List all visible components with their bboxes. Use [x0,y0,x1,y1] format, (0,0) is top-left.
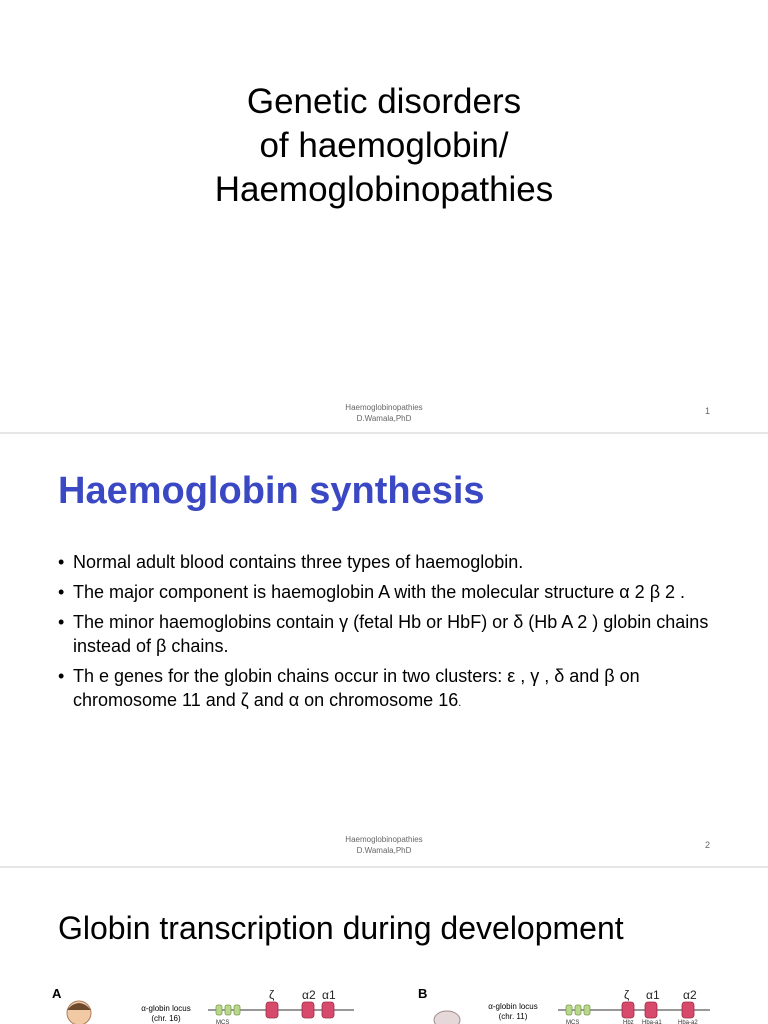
panel-b-locus-label: α-globin locus (chr. 11) [488,1002,538,1021]
footer-topic: Haemoglobinopathies [345,403,423,412]
alpha1-label: α1 [322,988,336,1002]
slide-1-footer [0,402,768,424]
panel-a-letter: A [52,986,62,1001]
gene-label-hbz: Hbz [623,1020,634,1024]
bullet-list [58,550,718,721]
slide-1 [0,0,768,432]
slide-3 [0,868,768,1024]
footer-author: D.Wamala,PhD [356,414,412,423]
alpha2-label: α2 [302,988,316,1002]
bullet-item: • Normal adult blood contains three types of haemoglobin. [58,550,718,574]
slide-2-title: Haemoglobin synthesis [58,470,485,512]
panel-a-locus-label: α-globin locus (chr. 16) [141,1004,191,1023]
mouse-illustration-b [432,1008,462,1024]
page-number: 1 [704,406,710,416]
slide-2 [0,434,768,866]
alpha2-label: α2 [683,988,697,1002]
bullet-item: • Th e genes for the globin chains occur in two clusters: ε , γ , δ and β on chromosome 11 and ζ and α on chromosome 16. [58,664,718,715]
slide-1-title [0,80,768,212]
gene-label-mcs: MCS [216,1020,230,1024]
title-line-2: of haemoglobin/ [259,126,509,165]
footer-author: D.Wamala,PhD [356,846,412,855]
bullet-item: • The major component is haemoglobin A with the molecular structure α 2 β 2 . [58,580,718,604]
title-line-1: Genetic disorders [246,82,522,121]
slide-3-title: Globin transcription during development [58,910,624,946]
gene-label-hba-a1: Hba-a1 [642,1020,662,1024]
person-illustration-a [64,996,94,1024]
slide-2-footer [0,834,768,856]
footer-topic: Haemoglobinopathies [345,835,423,844]
title-line-3: Haemoglobinopathies [214,170,554,209]
alpha1-label: α1 [646,988,660,1002]
trailing-dot: . [458,697,462,709]
gene-label-mcs: MCS [566,1020,580,1024]
zeta-label: ζ [624,988,630,1002]
bullet-item: • The minor haemoglobins contain γ (fetal Hb or HbF) or δ (Hb A 2 ) globin chains instead of β chains. [58,610,718,658]
zeta-label: ζ [269,988,275,1002]
gene-label-hba-a2: Hba-a2 [678,1020,698,1024]
page-number: 2 [704,840,710,850]
panel-b-letter: B [418,986,428,1001]
